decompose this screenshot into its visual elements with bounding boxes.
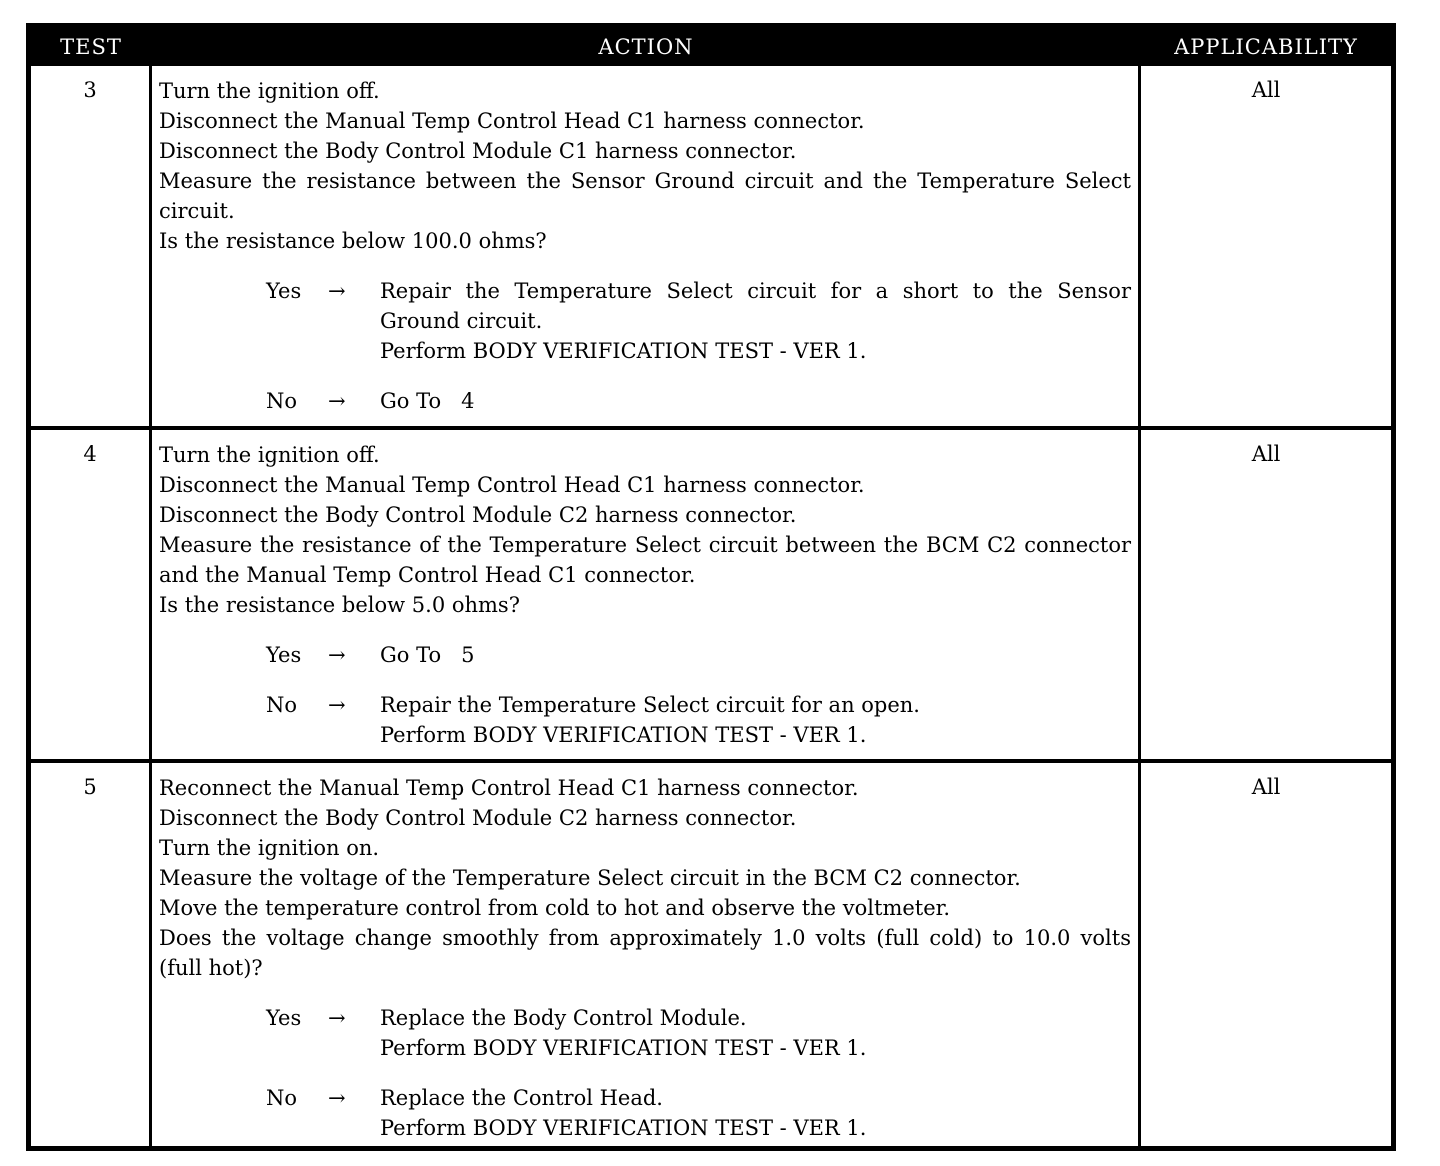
no-result — [380, 1083, 1131, 1143]
no-label: No — [266, 693, 298, 717]
step-line: Turn the ignition on. — [159, 836, 380, 860]
yes-label: Yes — [266, 643, 302, 667]
action-cell — [159, 440, 1131, 750]
applicability-value: All — [1251, 442, 1281, 466]
right-arrow-icon: → — [328, 693, 346, 717]
applicability-value: All — [1251, 775, 1281, 799]
step-line: Disconnect the Body Control Module C2 harness connector. — [159, 806, 797, 830]
test-number: 5 — [83, 775, 97, 799]
step-line: Measure the voltage of the Temperature Select circuit in the BCM C2 connector. — [159, 866, 1021, 890]
header-action: ACTION — [598, 35, 694, 59]
test-number: 4 — [83, 442, 97, 466]
yes-label: Yes — [266, 1006, 302, 1030]
answer-no — [159, 1083, 1131, 1143]
result-line: Perform BODY VERIFICATION TEST - VER 1. — [380, 723, 867, 747]
table-row-test-5 — [31, 759, 1391, 1146]
answer-yes — [159, 1003, 1131, 1063]
result-line: Replace the Control Head. — [380, 1086, 663, 1110]
right-arrow-icon: → — [328, 389, 346, 413]
result-line: Go To 4 — [380, 389, 475, 413]
header-test: TEST — [60, 35, 122, 59]
step-line: Disconnect the Body Control Module C2 harness connector. — [159, 503, 797, 527]
header-applicability: APPLICABILITY — [1174, 35, 1358, 59]
step-line: Reconnect the Manual Temp Control Head C1 harness connector. — [159, 776, 859, 800]
right-arrow-icon: → — [328, 643, 346, 667]
answer-no — [159, 386, 1131, 416]
step-line: Measure the resistance of the Temperature Select circuit between the BCM C2 connector and the Manual Temp Control Head C1 connector. — [159, 533, 1131, 587]
result-line: Perform BODY VERIFICATION TEST - VER 1. — [380, 339, 867, 363]
table-row-test-3 — [31, 66, 1391, 426]
no-label: No — [266, 389, 298, 413]
no-result — [380, 690, 1131, 750]
step-line: Disconnect the Body Control Module C1 harness connector. — [159, 139, 797, 163]
step-line: Measure the resistance between the Sensor Ground circuit and the Temperature Select circuit. — [159, 169, 1131, 223]
answer-yes — [159, 640, 1131, 670]
result-line: Go To 5 — [380, 643, 475, 667]
no-result — [380, 386, 1131, 416]
answer-no — [159, 690, 1131, 750]
no-label: No — [266, 1086, 298, 1110]
right-arrow-icon: → — [328, 1086, 346, 1110]
result-line: Perform BODY VERIFICATION TEST - VER 1. — [380, 1116, 867, 1140]
answer-yes — [159, 276, 1131, 366]
result-line: Perform BODY VERIFICATION TEST - VER 1. — [380, 1036, 867, 1060]
step-line: Turn the ignition off. — [159, 79, 380, 103]
yes-label: Yes — [266, 279, 302, 303]
result-line: Repair the Temperature Select circuit for a short to the Sensor Ground circuit. — [380, 279, 1131, 333]
result-line: Repair the Temperature Select circuit for an open. — [380, 693, 920, 717]
step-line: Disconnect the Manual Temp Control Head C1 harness connector. — [159, 109, 865, 133]
table-header — [31, 28, 1391, 66]
step-line: Turn the ignition off. — [159, 443, 380, 467]
step-question: Is the resistance below 5.0 ohms? — [159, 593, 520, 617]
step-line: Disconnect the Manual Temp Control Head C1 harness connector. — [159, 473, 865, 497]
diagnostic-test-table — [26, 23, 1396, 1151]
applicability-value: All — [1251, 78, 1281, 102]
right-arrow-icon: → — [328, 279, 346, 303]
test-number: 3 — [83, 78, 97, 102]
yes-result — [380, 276, 1131, 366]
action-cell — [159, 76, 1131, 416]
action-cell — [159, 773, 1131, 1143]
yes-result — [380, 640, 1131, 670]
step-line: Move the temperature control from cold to hot and observe the voltmeter. — [159, 896, 951, 920]
table-row-test-4 — [31, 426, 1391, 759]
right-arrow-icon: → — [328, 1006, 346, 1030]
step-question: Is the resistance below 100.0 ohms? — [159, 229, 547, 253]
yes-result — [380, 1003, 1131, 1063]
result-line: Replace the Body Control Module. — [380, 1006, 747, 1030]
step-question: Does the voltage change smoothly from approximately 1.0 volts (full cold) to 10.0 volts (full hot)? — [159, 926, 1131, 980]
